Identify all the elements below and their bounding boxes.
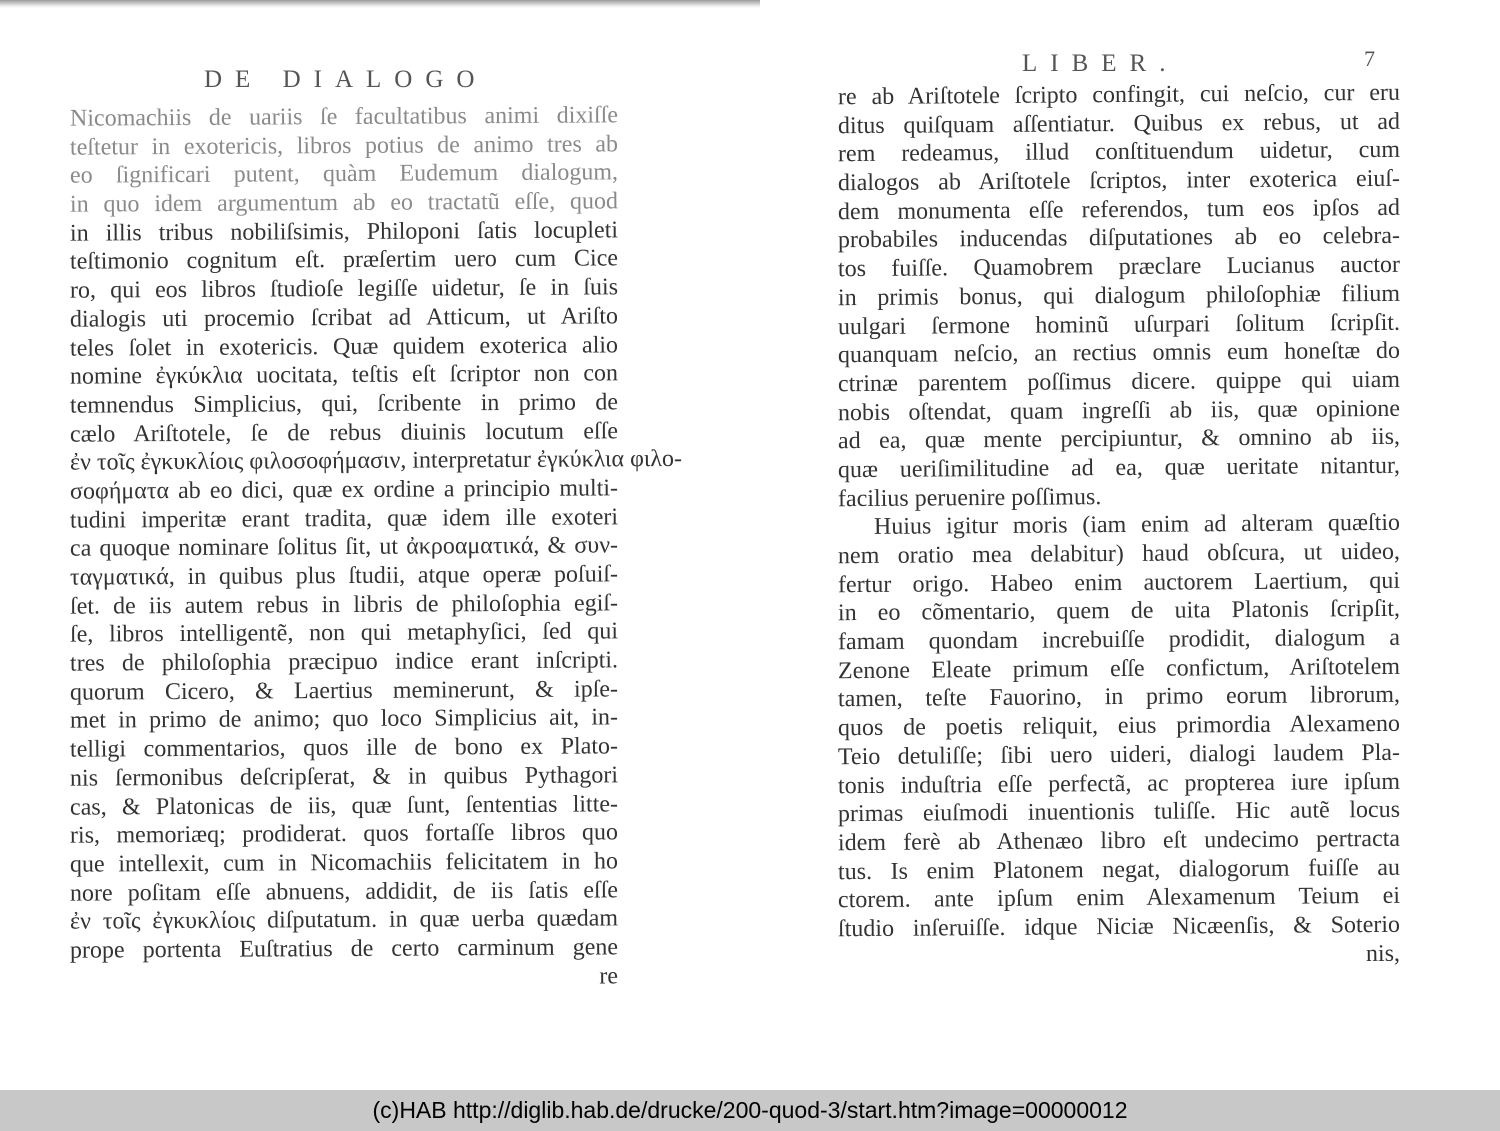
text-line: primas eiuſmodi inuentionis tuliſſe. Hic autẽ locus [837,796,1401,828]
text-line: prope portenta Euſtratius de certo carminum gene [69,934,619,964]
text-line: nomine ἐγκύκλια uocitata, teſtis eſt ſcriptor non con [69,360,619,390]
text-line: eo ſignificari putent, quàm Eudemum dialogum, [69,159,619,190]
text-line: rem redeamus, illud conſtituendum uidetur, cum [837,137,1401,168]
text-line: Nicomachiis de uariis ſe facultatibus animi dixiſſe [69,102,619,132]
text-line: σοφήματα ab eo dici, quæ ex ordine a principio multi- [69,475,619,505]
text-line: cælo Ariſtotele, ſe de rebus diuinis locutum eſſe [69,417,619,448]
text-line: tudini imperitæ erant tradita, quæ idem ille exoteri [69,503,619,534]
text-line: in primis bonus, qui dialogum philoſophiæ filium [837,280,1401,312]
text-line: ταγματικά, in quibus plus ſtudii, atque operæ poſuiſ- [69,561,619,591]
text-line: quos de poetis reliquit, eius primordia Alexameno [837,710,1401,742]
text-line: dem monumenta eſſe referendos, tum eos ipſos ad [837,194,1401,225]
text-line: nis ſermonibus deſcripſerat, & in quibus Pythagori [69,762,619,792]
text-line: in illis tribus nobiliſsimis, Philoponi ſatis locupleti [69,217,619,247]
text-line: ca quoque nominare ſolitus ſit, ut ἀκροαματικά, & συν- [69,532,619,562]
text-line: tus. Is enim Platonem negat, dialogorum fuiſſe au [837,854,1401,885]
page-number: 7 [1364,46,1375,71]
text-line: nore poſitam eſſe abnuens, addidit, de iis ſatis eſſe [69,876,619,907]
left-page [69,0,683,1090]
text-line: ris, memoriæq; prodiderat. quos fortaſſe libros quo [69,819,619,849]
text-line: tos fuiſſe. Quamobrem præclare Lucianus auctor [837,251,1401,283]
text-line: ditus quiſquam aſſentiatur. Quibus ex rebus, ut ad [837,108,1401,139]
text-line: ſe, libros intelligentẽ, non qui metaphyſici, ſed qui [69,618,619,649]
left-text-block [69,102,683,992]
right-text-block [838,81,1400,970]
catchword: nis, [1365,940,1401,967]
text-line: telligi commentarios, quos ille de bono ex Plato- [69,733,619,763]
text-line: nem oratio mea delabitur) haud obſcura, ut uideo, [837,538,1401,570]
text-line: que intellexit, cum in Nicomachiis felicitatem in ho [69,848,619,878]
text-line: cas, & Platonicas de iis, quæ ſunt, ſententias litte- [69,790,619,821]
text-line: ctorem. ante ipſum enim Alexamenum Teium ei [837,883,1401,914]
text-line: in quo idem argumentum ab eo tractatũ eſſe, quod [69,188,619,218]
text-line: tamen, teſte Fauorino, in primo eorum librorum, [837,682,1401,713]
text-line: met in primo de animo; quo loco Simplicius ait, in- [69,704,619,735]
text-line: tres de philoſophia præcipuo indice erant inſcripti. [69,647,619,677]
text-line: ro, qui eos libros ſtudioſe legiſſe uidetur, ſe in ſuis [69,274,619,304]
text-line: ἐν τοῖς ἐγκυκλίοις φιλοσοφήμασιν, interpretatur ἐγκύκλια φιλο- [69,446,683,476]
text-line: ad ea, quæ mente percipiuntur, & omnino ab iis, [837,424,1401,455]
text-line: nobis oſtendat, quam ingreſſi ab iis, quæ opinione [837,395,1401,426]
text-line: teſtetur in exotericis, libros potius de animo tres ab [69,131,619,161]
text-line: famam quondam increbuiſſe prodidit, dialogum a [837,624,1401,656]
text-line: in eo cõmentario, quem de uita Platonis ſcripſit, [837,596,1401,627]
text-line: Zenone Eleate primum eſſe confictum, Ariſtotelem [837,653,1401,684]
text-line: ſtudio inſeruiſſe. idque Niciæ Nicæenſis, & Soterio [837,911,1401,943]
text-line: temnendus Simplicius, qui, ſcribente in primo de [69,389,619,419]
text-line: tonis induſtria eſſe perfectã, ac propterea iure ipſum [837,768,1401,799]
text-line: dialogos ab Ariſtotele ſcriptos, inter exoterica eiuſ- [837,165,1401,197]
text-line: probabiles inducendas diſputationes ab eo celebra- [837,223,1401,254]
text-line: facilius peruenire poſſimus. [837,483,1102,512]
left-running-head: DE DIALOGO [204,66,488,93]
text-line: ſet. de iis autem rebus in libris de philoſophia egiſ- [69,590,619,620]
text-line: teles ſolet in exotericis. Quæ quidem exoterica alio [69,331,619,362]
text-line: uulgari ſermone hominũ uſurpari ſolitum ſcripſit. [837,309,1401,340]
credit-footer [0,1090,1500,1131]
text-line: re ab Ariſtotele ſcripto confingit, cui neſcio, cur eru [837,79,1401,111]
text-line: dialogis uti procemio ſcribat ad Atticum, ut Ariſto [69,303,619,333]
credit-text: (c)HAB http://diglib.hab.de/drucke/200-quod-3/start.htm?image=00000012 [372,1097,1128,1123]
right-running-head: LIBER. [1022,50,1179,77]
text-line: quorum Cicero, & Laertius meminerunt, & ipſe- [69,676,619,706]
text-line: quæ ueriſimilitudine ad ea, quæ ueritate nitantur, [837,452,1401,484]
text-line: Teio detuliſſe; ſibi uero uideri, dialogi laudem Pla- [837,739,1401,771]
text-line: teſtimonio cognitum eſt. præſertim uero cum Cice [69,245,619,276]
text-line: idem ferè ab Athenæo libro eſt undecimo pertracta [837,825,1401,857]
text-line: ctrinæ parentem poſſimus dicere. quippe qui uiam [837,366,1401,398]
text-line: ἐν τοῖς ἐγκυκλίοις diſputatum. in quæ uerba quædam [69,905,619,935]
text-line: Huius igitur moris (iam enim ad alteram quæſtio [873,510,1401,541]
text-line: fertur origo. Habeo enim auctorem Laertium, qui [837,567,1401,598]
catchword: re [599,962,619,990]
right-page [838,0,1418,1090]
text-line: quanquam neſcio, an rectius omnis eum honeſtæ do [837,337,1401,369]
